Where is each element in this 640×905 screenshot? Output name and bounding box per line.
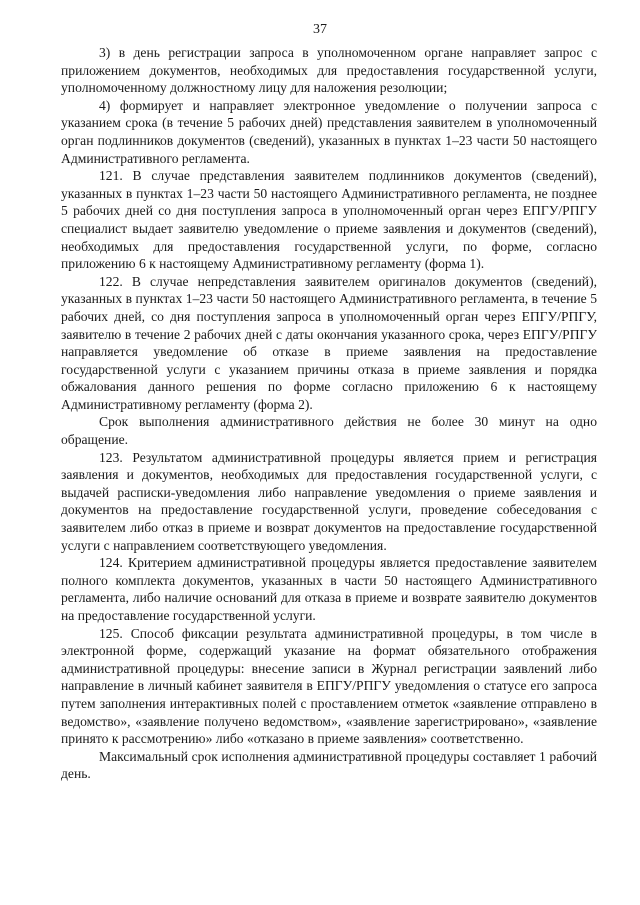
- document-body: [61, 44, 597, 783]
- paragraph-124: 124. Критерием административной процедуры является предоставление заявителем полного комплекта документов, указанных в части 50 настоящего Административного регламента, либо наличие оснований для отказа в приеме и возврате заявителю документов на предоставление государственной услуги.: [61, 555, 597, 623]
- page-number: 37: [313, 22, 327, 37]
- paragraph-121: 121. В случае представления заявителем подлинников документов (сведений), указанных в пунктах 1–23 части 50 настоящего Административного регламента, не позднее 5 рабочих дней со дня поступления запроса в уполномоченный орган через ЕПГУ/РПГУ специалист выдает заявителю уведомление о приеме заявления и документов (сведений), необходимых для предоставления государственной услуги, по форме, согласно приложению 6 к настоящему Административному регламенту (форма 1).: [61, 168, 597, 272]
- paragraph-122: 122. В случае непредставления заявителем оригиналов документов (сведений), указанных в пунктах 1–23 части 50 настоящего Административного регламента, в течение 5 рабочих дней, со дня поступления запроса в уполномоченный орган через ЕПГУ/РПГУ, заявителю в течение 2 рабочих дней с даты окончания указанного срока, через ЕПГУ/РПГУ направляется уведомление об отказе в приеме заявления на предоставление государственной услуги с указанием причины отказа в приеме заявления и порядка обжалования данного решения по форме согласно приложению 6 к настоящему Административному регламенту (форма 2).: [61, 273, 597, 412]
- paragraph-action-duration: Срок выполнения административного действия не более 30 минут на одно обращение.: [61, 414, 597, 448]
- paragraph-item-4: 4) формирует и направляет электронное уведомление о получении запроса с указанием срока (в течение 5 рабочих дней) представления заявителем в уполномоченный орган подлинников документов (сведений), указанных в пунктах 1–23 части 50 настоящего Административного регламента.: [61, 97, 597, 166]
- paragraph-123: 123. Результатом административной процедуры является прием и регистрация заявления и документов, необходимых для предоставления государственной услуги, с выдачей расписки-уведомления либо направление уведомления о приеме заявления и документов на предоставление государственной услуги, проведение собеседования с заявителем либо отказ в приеме и возврат документов на предоставление государственной услуги с направлением соответствующего уведомления.: [61, 449, 597, 553]
- paragraph-item-3: 3) в день регистрации запроса в уполномоченном органе направляет запрос с приложением документов, необходимых для предоставления государственной услуги, уполномоченному должностному лицу для наложения резолюции;: [61, 45, 597, 96]
- paragraph-125: 125. Способ фиксации результата административной процедуры, в том числе в электронной форме, содержащий указание на формат обязательного отображения административной процедуры: внесение записи в Журнал регистрации заявлений либо направление в личный кабинет заявителя в ЕПГУ/РПГУ уведомления о статусе его запроса путем заполнения интерактивных полей с проставлением отметок «заявление отправлено в ведомство», «заявление получено ведомством», «заявление зарегистрировано», «заявление принято к рассмотрению» либо «отказано в приеме заявления» соответственно.: [61, 625, 597, 747]
- paragraph-max-duration: Максимальный срок исполнения административной процедуры составляет 1 рабочий день.: [61, 748, 597, 782]
